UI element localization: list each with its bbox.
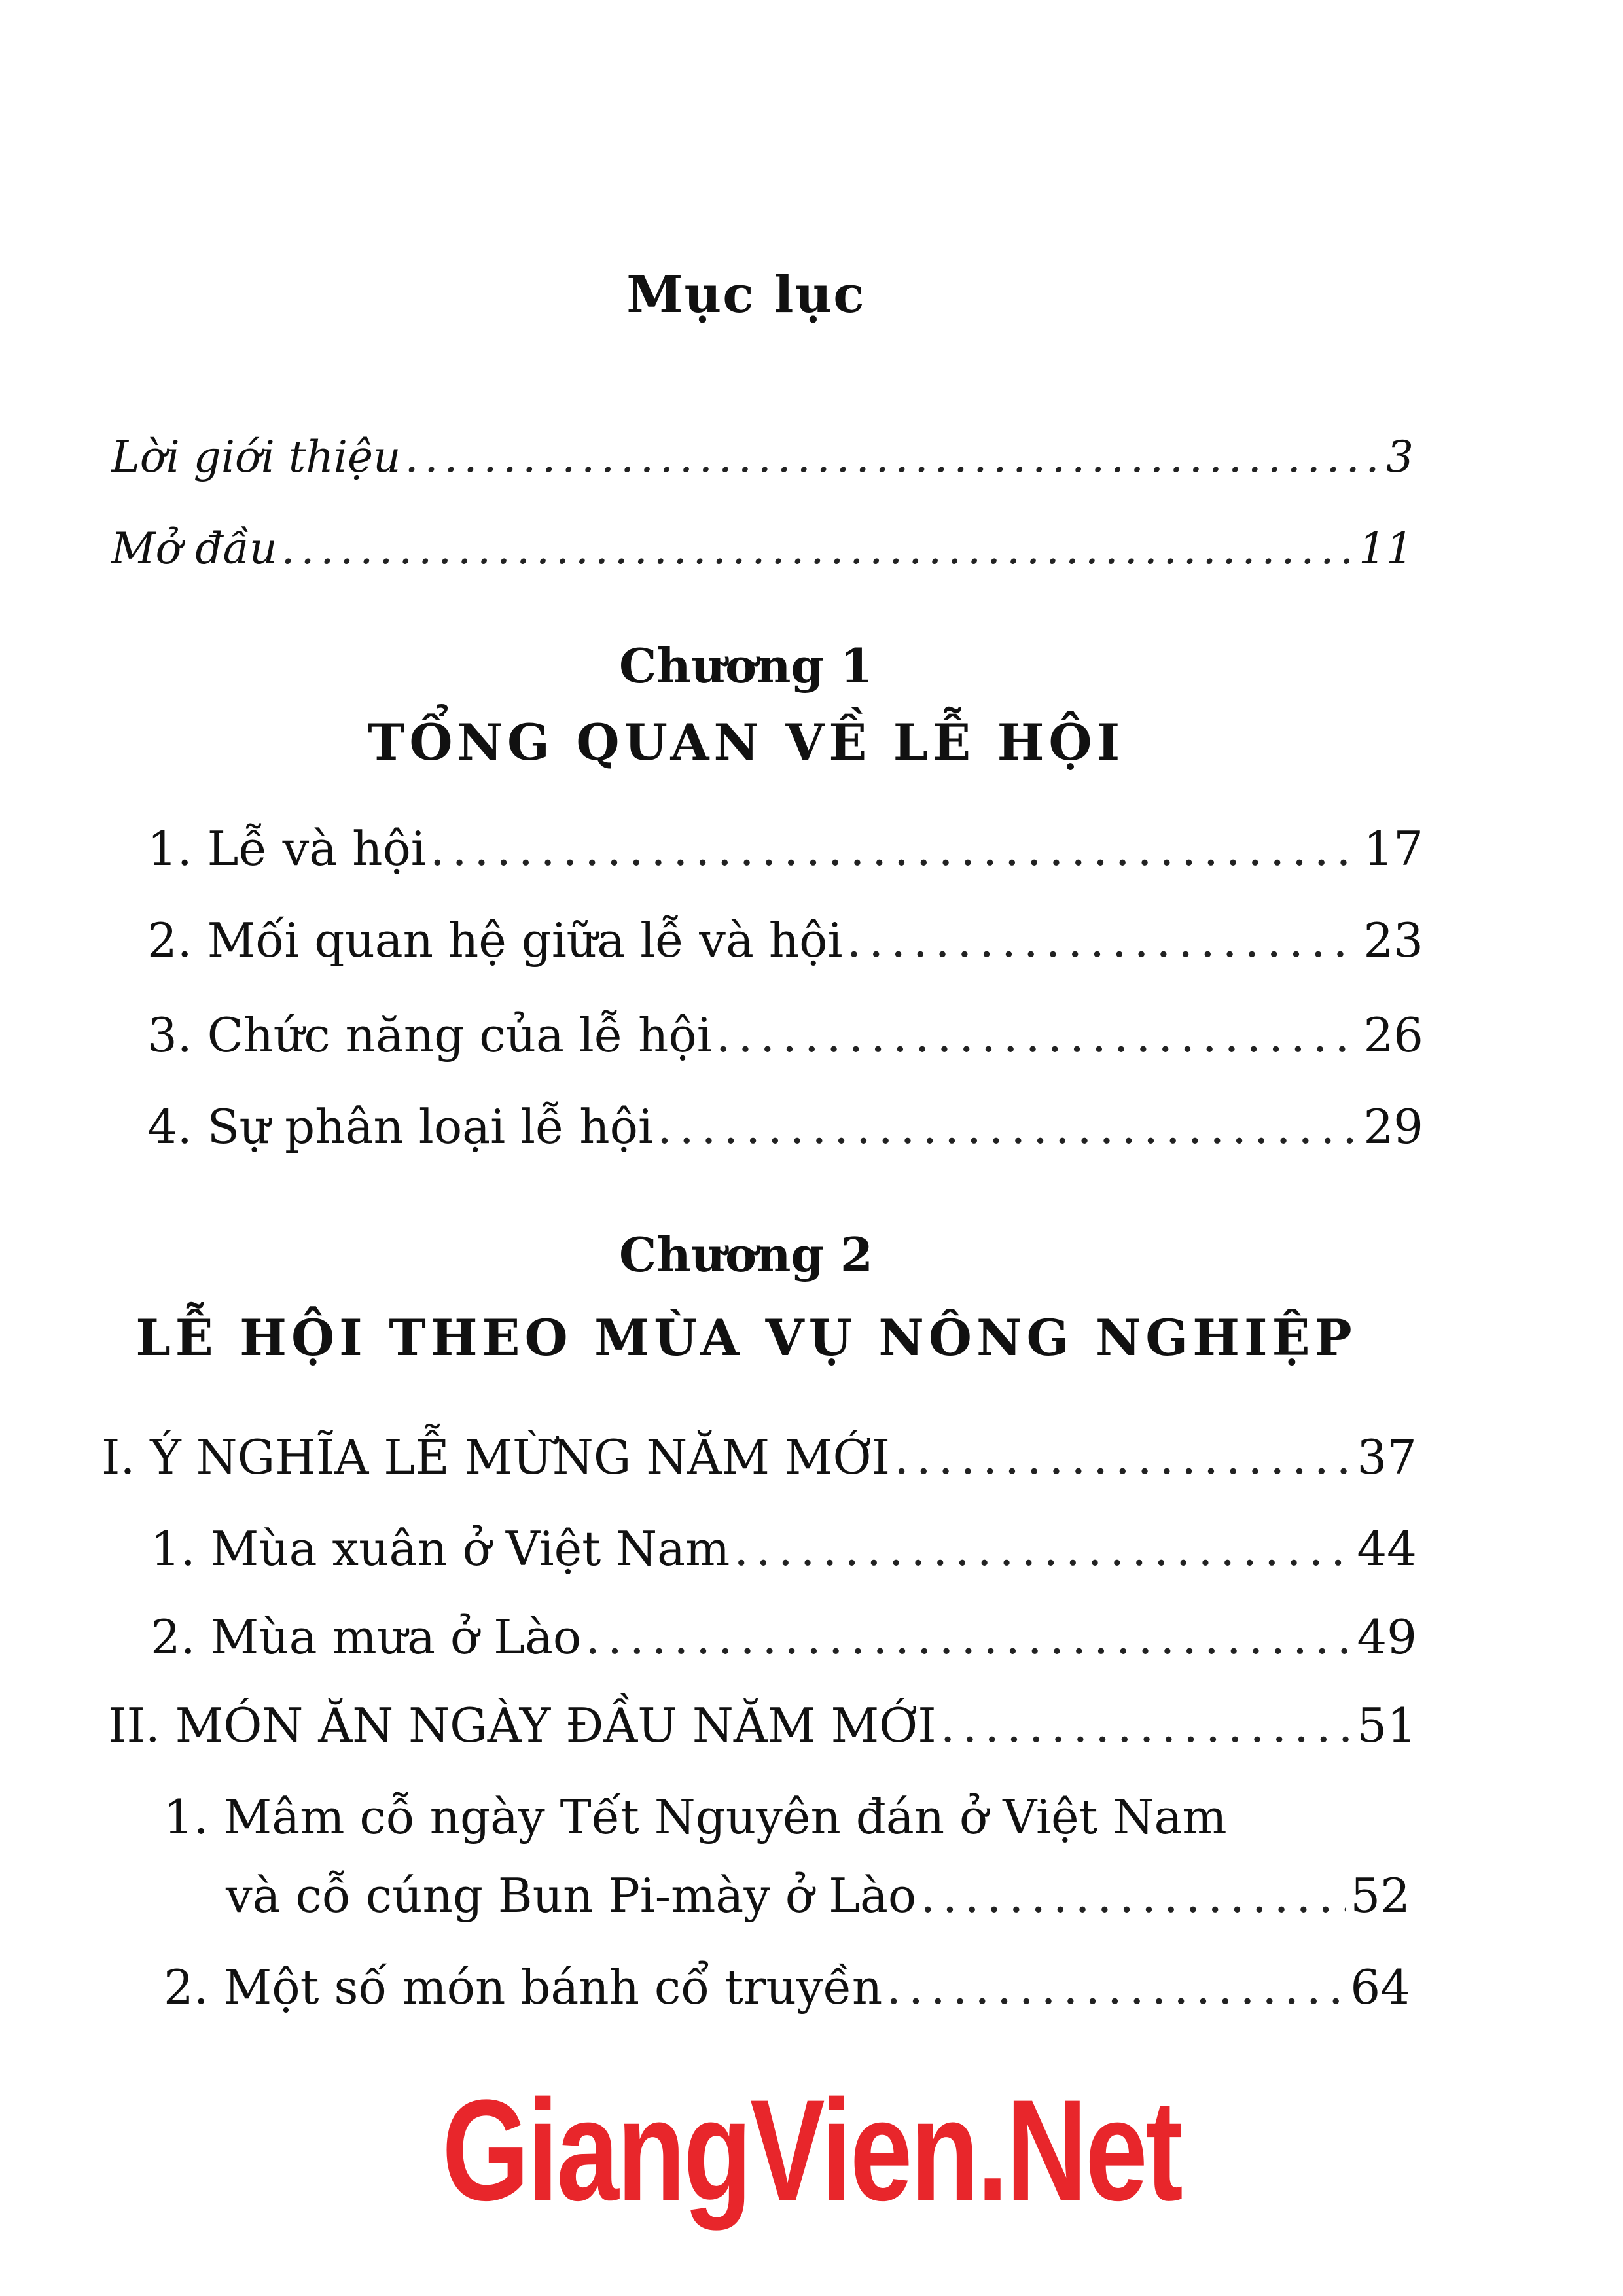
dot-leader — [405, 432, 1382, 482]
watermark: GiangVien.Net — [442, 2070, 1181, 2231]
toc-entry — [151, 1521, 1417, 1576]
entry-page-number: 64 — [1350, 1960, 1410, 2015]
entry-page-number: 23 — [1363, 913, 1423, 968]
entry-label: 2. Mối quan hệ giữa lễ và hội — [147, 913, 843, 968]
toc-entry — [108, 1698, 1417, 1753]
entry-label: 1. Mùa xuân ở Việt Nam — [151, 1521, 730, 1576]
entry-label: Lời giới thiệu — [111, 432, 401, 482]
toc-entry-preface — [111, 523, 1414, 574]
toc-entry — [164, 1960, 1410, 2015]
dot-leader — [430, 821, 1360, 876]
toc-entry — [147, 1008, 1423, 1063]
toc-entry-introduction — [111, 432, 1414, 482]
entry-label: 4. Sự phân loại lễ hội — [147, 1099, 653, 1154]
entry-page-number: 11 — [1359, 523, 1414, 574]
dot-leader — [585, 1610, 1353, 1665]
entry-page-number: 26 — [1363, 1008, 1423, 1063]
entry-page-number: 52 — [1350, 1868, 1410, 1923]
entry-label: 2. Mùa mưa ở Lào — [151, 1610, 582, 1665]
entry-label: 3. Chức năng của lễ hội — [147, 1008, 712, 1063]
entry-page-number: 29 — [1363, 1099, 1423, 1154]
dot-leader — [940, 1698, 1353, 1753]
toc-entry — [147, 1099, 1423, 1154]
entry-label: Mở đầu — [111, 523, 277, 574]
dot-leader — [894, 1430, 1353, 1485]
entry-page-number: 17 — [1363, 821, 1423, 876]
toc-entry — [147, 913, 1423, 968]
dot-leader — [920, 1868, 1346, 1923]
entry-page-number: 3 — [1386, 432, 1414, 482]
entry-page-number: 49 — [1357, 1610, 1417, 1665]
chapter-1-label: Chương 1 — [619, 638, 873, 694]
toc-entry — [226, 1868, 1410, 1923]
entry-page-number: 44 — [1357, 1521, 1417, 1576]
chapter-2-heading: LỄ HỘI THEO MÙA VỤ NÔNG NGHIỆP — [135, 1309, 1357, 1367]
toc-entry — [101, 1430, 1417, 1485]
dot-leader — [716, 1008, 1360, 1063]
entry-label: I. Ý NGHĨA LỄ MỪNG NĂM MỚI — [101, 1430, 891, 1485]
toc-entry — [147, 821, 1423, 876]
entry-page-number: 37 — [1357, 1430, 1417, 1485]
entry-label: 1. Mâm cỗ ngày Tết Nguyên đán ở Việt Nam — [164, 1790, 1227, 1845]
dot-leader — [281, 523, 1355, 574]
dot-leader — [847, 913, 1360, 968]
dot-leader — [657, 1099, 1359, 1154]
dot-leader — [886, 1960, 1346, 2015]
chapter-2-label: Chương 2 — [619, 1227, 873, 1282]
toc-title: Mục lục — [626, 265, 866, 325]
entry-page-number: 51 — [1357, 1698, 1417, 1753]
toc-entry — [151, 1610, 1417, 1665]
chapter-1-heading: TỔNG QUAN VỀ LỄ HỘI — [367, 713, 1125, 771]
entry-label: 1. Lễ và hội — [147, 821, 426, 876]
entry-label: II. MÓN ĂN NGÀY ĐẦU NĂM MỚI — [108, 1698, 936, 1753]
entry-label: 2. Một số món bánh cổ truyền — [164, 1960, 883, 2015]
dot-leader — [734, 1521, 1353, 1576]
entry-label-continuation: và cỗ cúng Bun Pi-mày ở Lào — [226, 1868, 917, 1923]
